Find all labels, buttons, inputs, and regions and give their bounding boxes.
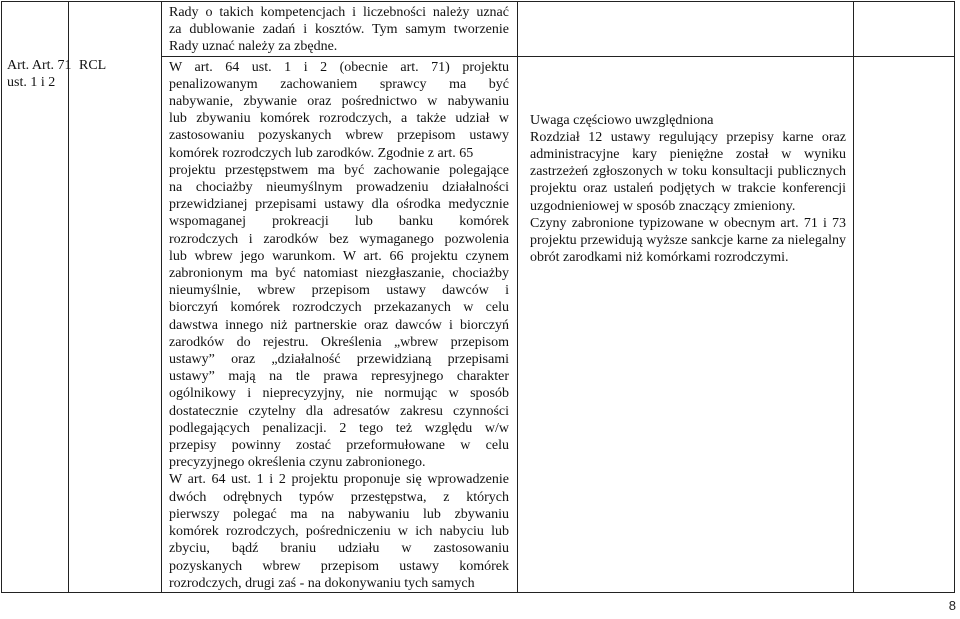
response-line: zastrzeżeń zgłoszonych w toku konsultacji publicznych (530, 164, 846, 180)
comment-main-line: penalizowanym zachowaniem sprawcy ma być (169, 76, 509, 92)
comment-main-line: ustawy” mają na tle prawa represyjnego charakter (169, 369, 509, 385)
comment-top-line: Rady o takich kompetencjach i liczebności należy uznać (169, 5, 509, 20)
comment-main-line: podlegających penalizacji. 2 tego też względu w/w (169, 420, 509, 436)
extra-top-cell (854, 2, 955, 57)
comment-main-line: zarodków do rejestru. Określenia „wbrew przepisom (169, 334, 509, 350)
comment-main-line: pozyskanych wbrew przepisom ustawy komórek (169, 558, 509, 574)
comment-main-line: ustawy” oraz „działalność przewidzianą przepisami (169, 352, 509, 368)
response-line: uzgodnieniowej w sposób znaczący zmieniony. (530, 198, 796, 214)
comment-main-line: precyzyjnego określenia czynu zabronionego. (169, 455, 426, 471)
comment-main-line: dwóch odrębnych typów przestępstwa, z których (169, 489, 509, 505)
comment-main-line: komórek rozrodczych, pośredniczeniu w ich nabyciu lub (169, 524, 509, 540)
comment-main-line: nieumyślnie, wbrew przepisom ustawy dawców i (169, 283, 509, 299)
comment-main-text (162, 57, 517, 592)
comment-main-line: nabywanie, zbywanie oraz pośrednictwo w nabywaniu (169, 94, 509, 110)
comment-main-line: przepisy powinny zostać przeformułowane w celu (169, 438, 509, 454)
comment-main-line: rozrodczych, drugi zaś - na dokonywaniu tych samych (169, 575, 475, 591)
comments-table (1, 1, 955, 593)
author-cell (69, 2, 162, 593)
comment-main-line: W art. 64 ust. 1 i 2 projektu proponuje się wprowadzenie (169, 472, 509, 488)
response-line: projektu przewidują wyższe sankcje karne za nielegalny (530, 233, 846, 249)
comment-main-line: biorczyń komórek rozrodczych przekazanych w celu (169, 300, 509, 316)
response-top-cell (518, 2, 854, 57)
comment-top-line: za dublowanie zadań i kosztów. Tym samym tworzenie (169, 22, 509, 38)
comment-main-line: dostatecznie czytelny dla adresatów zakresu czynności (169, 403, 509, 419)
comment-main-line: projektu przestępstwem ma być zachowanie polegające (169, 162, 509, 178)
article-line-1: Art. Art. 71 (7, 58, 72, 73)
author-text: RCL (79, 58, 107, 73)
comment-main-line: zbyciu, bądź braniu udziału w zastosowaniu (169, 541, 509, 557)
article-cell (2, 2, 72, 593)
response-line: Rozdział 12 ustawy regulujący przepisy karne oraz (530, 129, 846, 145)
comment-main-line: rozrodczych i zarodków bez wymaganego pozwolenia (169, 231, 509, 247)
response-line: administracyjne kary pieniężne został w wyniku (530, 147, 846, 163)
comment-main-line: na chociażby nieumyślnym prowadzeniu działalności (169, 180, 509, 196)
comment-main-line: lub wbrew jego warunkom. W art. 66 projektu czynem (169, 248, 509, 264)
comment-main-line: zastosowaniu pozyskanych wbrew przepisom ustawy (169, 128, 509, 144)
response-line: obrót zarodkami niż komórkami rozrodczymi. (530, 250, 789, 266)
comment-top-cell (162, 2, 518, 57)
response-text (518, 57, 853, 267)
comment-main-cell (162, 56, 518, 592)
comment-top-line: Rady uznać należy za zbędne. (169, 39, 338, 55)
table-row-top (2, 2, 955, 57)
comment-main-line: W art. 64 ust. 1 i 2 (obecnie art. 71) projektu (169, 59, 509, 75)
response-line: Uwaga częściowo uwzględniona (530, 112, 714, 128)
comment-main-line: pierwszy polegać ma na nabywaniu lub zbywaniu (169, 506, 509, 522)
response-cell (518, 56, 854, 592)
comment-main-line: komórek rozrodczych lub zarodków. Zgodnie z art. 65 (169, 145, 474, 161)
response-line: Czyny zabronione typizowane w obecnym art. 71 i 73 (530, 215, 846, 231)
comment-main-line: zabronionym ma być natomiast niezgłaszanie, chociażby (169, 266, 509, 282)
comment-main-line: lub zbywaniu komórek rozrodczych, a także udział w (169, 111, 509, 127)
comment-main-line: ogólnikowy i nieprecyzyjny, nie normując w sposób (169, 386, 509, 402)
comment-main-line: przewidzianej przepisami ustawy dla ośrodka medycznie (169, 197, 509, 213)
comment-top-text (162, 2, 517, 56)
response-line: projektu oraz ustaleń podjętych w trakcie konferencji (530, 181, 846, 197)
page-number: 8 (948, 598, 956, 613)
article-line-2: ust. 1 i 2 (7, 75, 56, 91)
comment-main-line: dawstwa innego niż partnerskie oraz dawców i biorczyń (169, 317, 509, 333)
comment-main-line: wspomaganej prokreacji lub banku komórek (169, 214, 509, 230)
extra-cell (854, 56, 955, 592)
